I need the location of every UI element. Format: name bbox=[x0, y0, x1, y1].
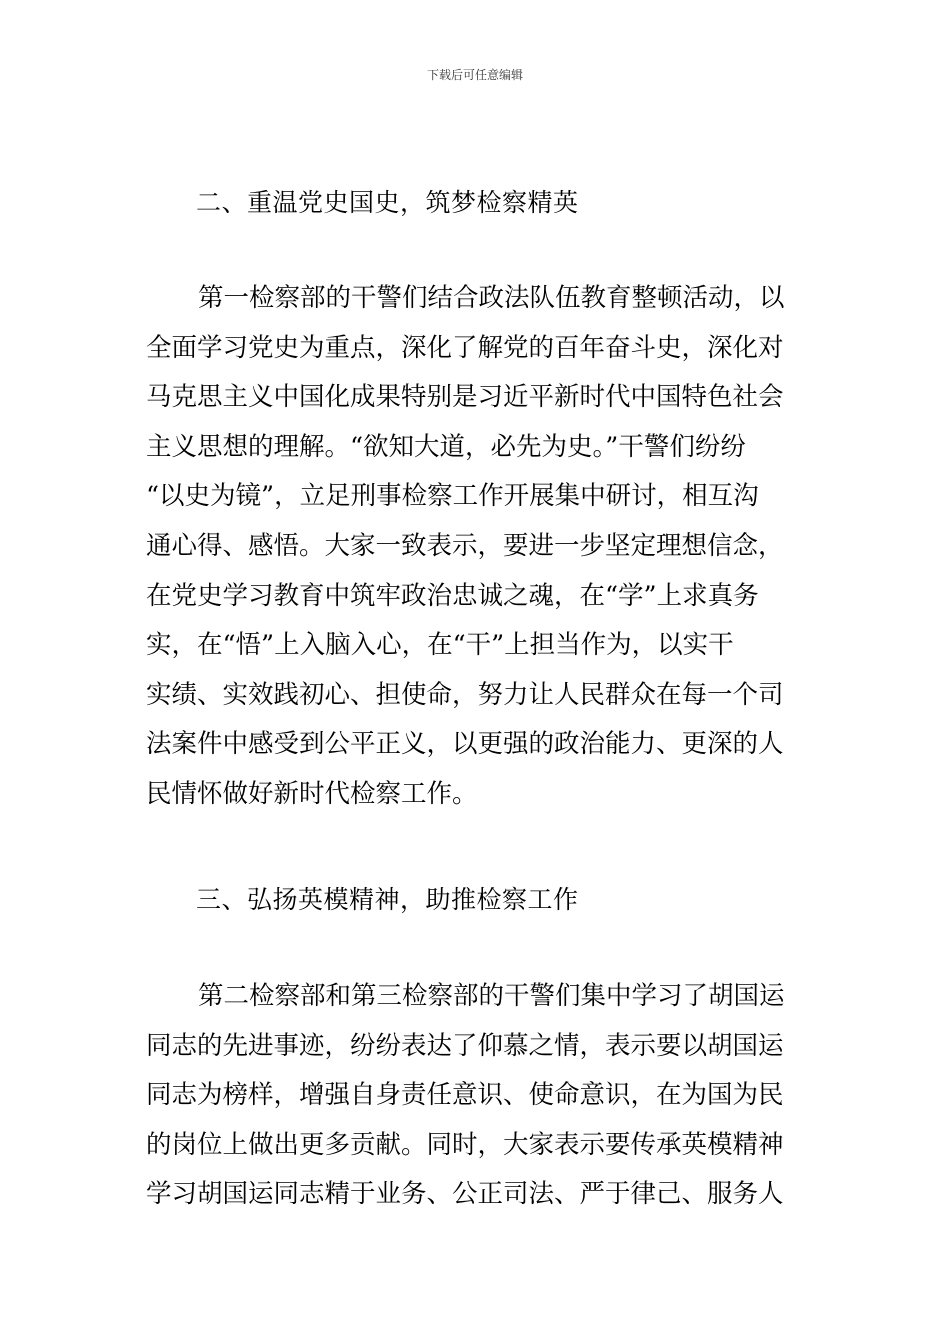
paragraph-line: 同志的先进事迹，纷纷表达了仰慕之情，表示要以胡国运 bbox=[146, 1030, 784, 1061]
paragraph-line: “以史为镜”，立足刑事检察工作开展集中研讨，相互沟 bbox=[146, 481, 759, 512]
section-paragraph-3 bbox=[146, 972, 808, 1220]
paragraph-line: 民情怀做好新时代检察工作。 bbox=[146, 778, 478, 809]
paragraph-line: 实，在“悟”上入脑入心，在“干”上担当作为，以实干 bbox=[146, 630, 734, 661]
paragraph-line: 第二检察部和第三检察部的干警们集中学习了胡国运 bbox=[198, 981, 785, 1011]
section-heading-3: 三、弘扬英模精神，助推检察工作 bbox=[196, 885, 579, 914]
paragraph-line: 在党史学习教育中筑牢政治忠诚之魂，在“学”上求真务 bbox=[146, 580, 759, 611]
section-heading-2: 二、重温党史国史，筑梦检察精英 bbox=[196, 188, 579, 217]
paragraph-line: 实绩、实效践初心、担使命，努力让人民群众在每一个司 bbox=[146, 679, 784, 710]
paragraph-line: 第一检察部的干警们结合政法队伍教育整顿活动，以 bbox=[198, 283, 785, 313]
page-header-note: 下载后可任意编辑 bbox=[426, 68, 523, 82]
paragraph-line: 主义思想的理解。“欲知大道，必先为史。”干警们纷纷 bbox=[146, 431, 746, 462]
paragraph-line: 同志为榜样，增强自身责任意识、使命意识，在为国为民 bbox=[146, 1080, 784, 1111]
paragraph-line: 法案件中感受到公平正义，以更强的政治能力、更深的人 bbox=[146, 729, 784, 760]
section-paragraph-2 bbox=[146, 274, 808, 820]
paragraph-line: 全面学习党史为重点，深化了解党的百年奋斗史，深化对 bbox=[146, 332, 784, 363]
paragraph-line: 马克思主义中国化成果特别是习近平新时代中国特色社会 bbox=[146, 382, 784, 413]
paragraph-line: 学习胡国运同志精于业务、公正司法、严于律己、服务人 bbox=[146, 1179, 784, 1210]
paragraph-line: 的岗位上做出更多贡献。同时，大家表示要传承英模精神 bbox=[146, 1129, 784, 1160]
paragraph-line: 通心得、感悟。大家一致表示，要进一步坚定理想信念， bbox=[146, 530, 784, 561]
